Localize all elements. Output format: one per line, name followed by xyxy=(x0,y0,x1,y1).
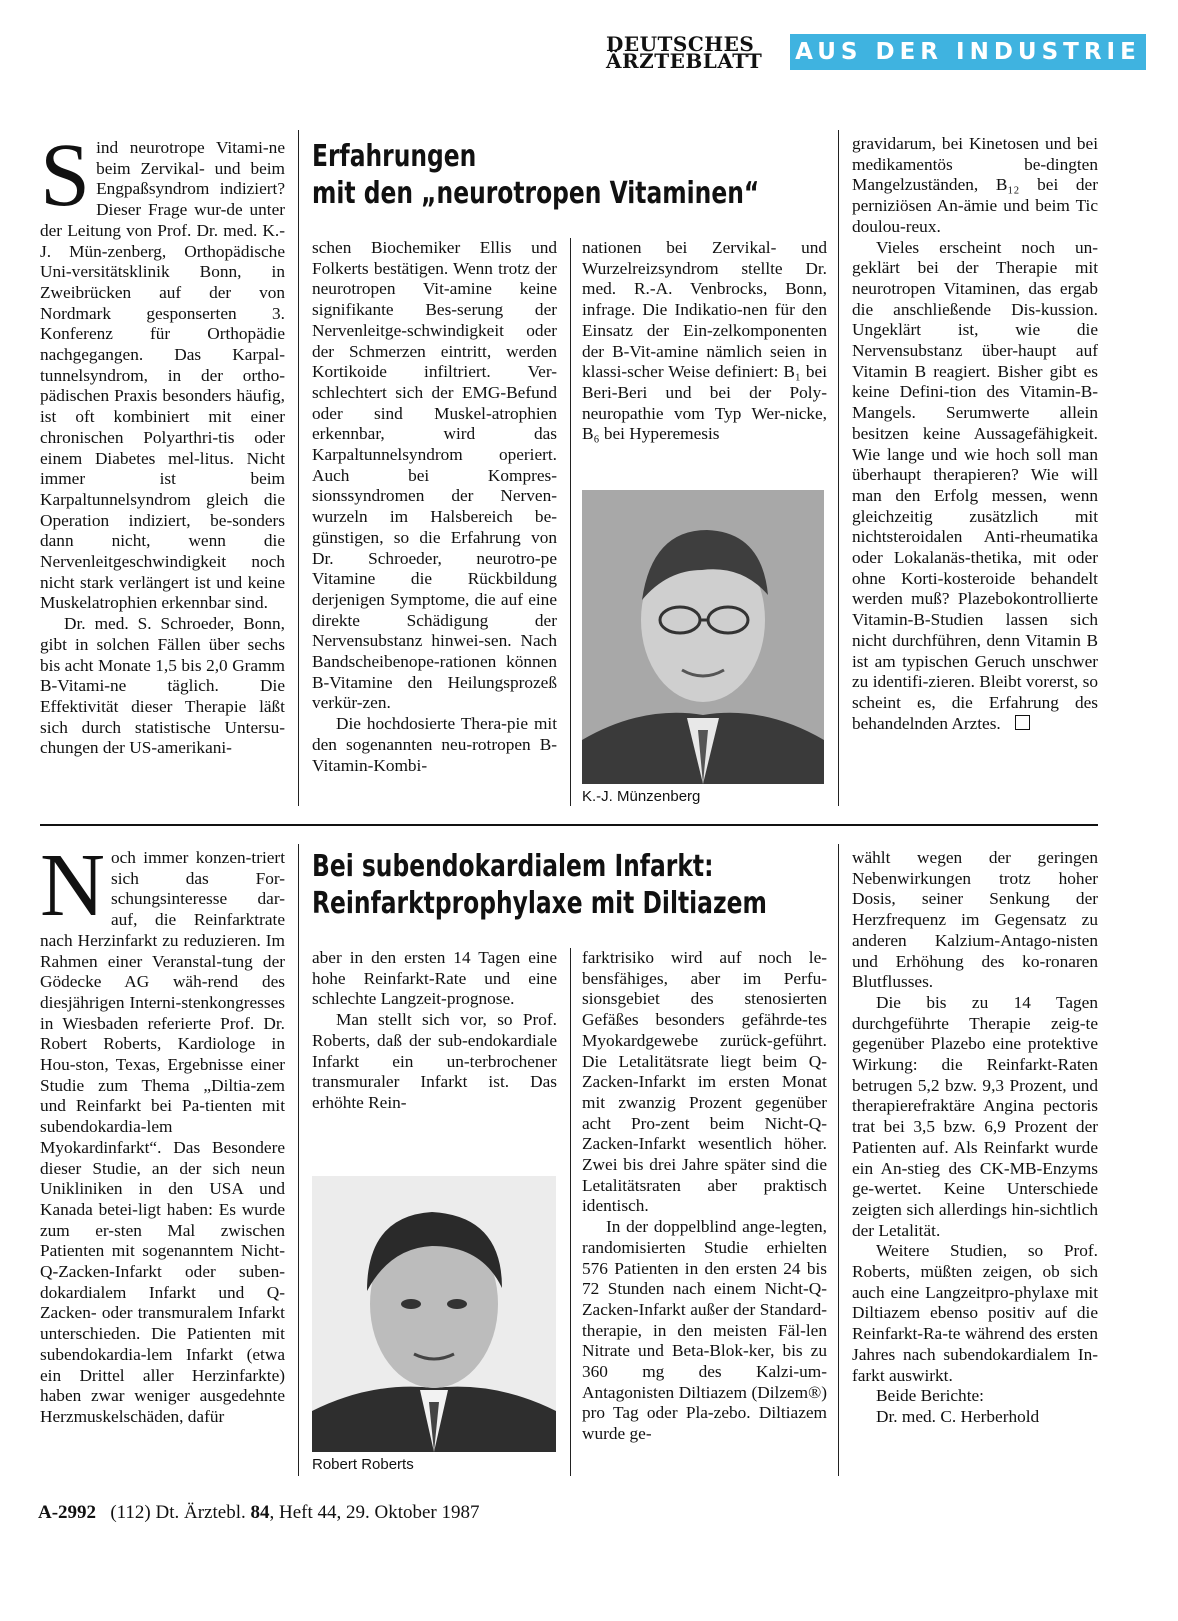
masthead-line-1: DEUTSCHES xyxy=(606,32,755,56)
photo-caption-roberts: Robert Roberts xyxy=(312,1456,414,1473)
issue-reference: (112) Dt. Ärztebl. xyxy=(110,1502,246,1523)
column-rule xyxy=(570,948,571,1476)
masthead-line-2: ÄRZTEBLATT xyxy=(606,49,763,73)
article-separator xyxy=(40,824,1098,826)
article2-col3-paragraph-1: farktrisiko wird auf noch le-bensfähiges, aber im Perfu-sionsgebiet des stenosierten Gefäßes besonders gefährde-tes Myokardgewebe zurück-geführt. Die Letalitätsrate liegt beim Q-Zacken-Infarkt im ersten Monat mit zwanzig Prozent gegenüber acht Pro-zent beim Nicht-Q-Zacken-Infarkt wesentlich höher. Zwei bis drei Jahre später sind die Letalitätsraten aber praktisch identisch. xyxy=(582,948,827,1216)
article2-dropcap: N xyxy=(40,836,105,935)
portrait-photo-roberts xyxy=(312,1176,556,1452)
article1-column-4 xyxy=(852,134,1098,734)
article2-column-2 xyxy=(312,948,557,1114)
section-rubric: AUS DER INDUSTRIE xyxy=(790,34,1146,70)
page-footer xyxy=(38,1502,480,1524)
column-rule xyxy=(298,130,299,806)
column-rule xyxy=(298,844,299,1476)
article1-col3-paragraph-1: nationen bei Zervikal- und Wurzelreizsyndrom stellte Dr. med. R.-A. Venbrocks, Bonn, infrage. Die Indikatio-nen für den Einsatz der Ein-zelkomponenten der B-Vit-amine nämlich seien in klassi-scher Weise definiert: B₁ bei Beri-Beri und bei der Poly-neuropathie vom Typ Wer-nicke, B₆ bei Hyperemesis xyxy=(582,238,827,444)
article1-col4-paragraph-2-wrap xyxy=(852,238,1098,735)
portrait-photo-munzenberg xyxy=(582,490,824,784)
article1-col1-paragraph-1: ind neurotrope Vitami-ne beim Zervikal- und beim Engpaßsyndrom indiziert? Dieser Frage wur-de unter der Leitung von Prof. Dr. med. K.-J. Mün-zenberg, Orthopädische Uni-versitätsklinik Bonn, in Zweibrücken auf der von Nordmark gesponserten 3. Konferenz für Orthopädie nachgegangen. Das Karpal-tunnelsyndrom, in der ortho-pädischen Praxis besonders häufig, ist oft kombiniert mit einer chronischen Polyarthri-tis oder einem Diabetes mel-litus. Nicht immer ist beim Karpaltunnelsyndrom gleich die Operation indiziert, be-sonders dann nicht, wenn die Nervenleitgeschwindigkeit noch nicht stark verlängert ist und keine Muskelatrophien erkennbar sind. xyxy=(40,138,285,613)
column-rule xyxy=(838,130,839,806)
issue-date: , Heft 44, 29. Oktober 1987 xyxy=(269,1502,480,1523)
column-rule xyxy=(570,238,571,806)
journal-masthead xyxy=(606,32,776,73)
article2-column-1 xyxy=(40,836,285,1428)
article2-col2-paragraph-2: Man stellt sich vor, so Prof. Roberts, daß der sub-endokardiale Infarkt ein un-terbrochener transmuraler Infarkt ist. Das erhöhte Rein- xyxy=(312,1010,557,1112)
article2-col3-paragraph-2: In der doppelblind ange-legten, randomisierten Studie erhielten 576 Patienten in den ersten 24 bis 72 Stunden nach einem Nicht-Q-Zacken-Infarkt außer der Standard-therapie, in den meisten Fäl-len Nitrate und Beta-Blok-ker, bis zu 360 mg des Kalzi-um-Antagonisten Diltiazem (Dilzem®) pro Tag oder Pla-zebo. Diltiazem wurde ge- xyxy=(582,1217,827,1444)
article1-dropcap: S xyxy=(40,126,91,225)
article1-headline xyxy=(312,138,759,212)
article2-column-4 xyxy=(852,848,1098,1428)
column-rule xyxy=(838,844,839,1476)
photo-caption-munzenberg: K.-J. Münzenberg xyxy=(582,788,701,805)
article1-column-3 xyxy=(582,238,827,445)
portrait-illustration xyxy=(582,490,824,784)
article1-headline-line-1: Erfahrungen xyxy=(312,139,477,174)
article2-col1-paragraph-1: och immer konzen-triert sich das For-schungsinteresse dar-auf, die Reinfarktrate nach Herzinfarkt zu reduzieren. Im Rahmen einer Veranstal-tung der Gödecke AG wäh-rend des diesjährigen Interni-stenkongresses in Wiesbaden referierte Prof. Dr. Robert Roberts, Kardiologe in Hou-ston, Texas, Ergebnisse einer Studie zum Thema „Diltia-zem und Reinfarkt bei Pa-tienten mit subendokardia-lem Myokardinfarkt“. Das Besondere dieser Studie, an der sich neun Unikliniken in den USA und Kanada betei-ligt haben: Es wurde zum er-sten Mal zwischen Patienten mit sogenanntem Nicht-Q-Zacken-Infarkt oder suben-dokardialem Infarkt und Q-Zacken- oder transmuralem Infarkt unterschieden. Die Patienten mit subendokardia-lem Infarkt (etwa ein Drittel aller Herzinfarkte) haben zwar weniger ausgedehnte Herzmuskelschäden, dafür xyxy=(40,848,285,1426)
article1-headline-line-2: mit den „neurotropen Vitaminen“ xyxy=(312,176,760,211)
article1-column-2 xyxy=(312,238,557,776)
article1-col2-paragraph-1: schen Biochemiker Ellis und Folkerts bestätigen. Wenn trotz der neurotropen Vit-amine keine signifikante Bes-serung der Nervenleitge-schwindigkeit oder der Schmerzen eintritt, werden Kortikoide infiltriert. Ver-schlechtert sich der EMG-Befund oder sind Muskel-atrophien erkennbar, wird das Karpaltunnelsyndrom operiert. Auch bei Kompres-sionssyndromen der Nerven-wurzeln im Halsbereich be-günstigen, so die Erfahrung von Dr. Schroeder, neurotro-pe Vitamine die Rückbildung derjenigen Symptome, die auf eine direkte Schädigung der Nervensubstanz hinwei-sen. Nach Bandscheibenope-rationen können B-Vitamine den Heilungsprozeß verkür-zen. xyxy=(312,238,557,713)
article2-col4-paragraph-2: Die bis zu 14 Tagen durchgeführte Therapie zeig-te gegenüber Plazebo eine protektive Wirkung: die Reinfarkt-Raten betrugen 5,2 bzw. 9,3 Prozent, und therapierefraktäre Angina pectoris trat bei 3,5 bzw. 6,9 Prozent der Patienten auf. Als Reinfarkt wurde ein An-stieg des CK-MB-Enzyms ge-wertet. Keine Unterschiede zeigten sich allerdings hin-sichtlich der Letalität. xyxy=(852,992,1098,1240)
page-number: A-2992 xyxy=(38,1502,97,1523)
article2-col4-paragraph-1: wählt wegen der geringen Nebenwirkungen trotz hoher Dosis, seiner Senkung der Herzfrequenz im Gegensatz zu anderen Kalzium-Antago-nisten und Erhöhung des ko-ronaren Blutflusses. xyxy=(852,848,1098,992)
article1-col4-paragraph-2: Vieles erscheint noch un-geklärt bei der Therapie mit neurotropen Vitaminen, das ergab die anschließende Dis-kussion. Ungeklärt ist, wie die Nervensubstanz über-haupt auf Vitamin B reagiert. Bisher gibt es keine Defini-tion des Vitamin-B-Mangels. Serumwerte allein besitzen keine Aussagefähigkeit. Wie lange und wie hoch soll man überhaupt therapieren? Wie will man den Erfolg messen, wenn gleichzeitig zusätzlich mit nichtsteroidalen Anti-rheumatika oder Lokalanäs-thetika, mit oder ohne Korti-kosteroide behandelt werden muß? Plazebokontrollierte Vitamin-B-Studien lassen sich nicht durchführen, denn Vitamin B ist am typischen Geruch unschwer zu identifi-zieren. Bleibt vorerst, so scheint es, die Erfahrung des behandelnden Arztes. xyxy=(852,237,1098,733)
article2-col4-paragraph-4: Beide Berichte: xyxy=(876,1386,984,1406)
article2-headline-line-2: Reinfarktprophylaxe mit Diltiazem xyxy=(312,886,767,921)
article2-col2-paragraph-1: aber in den ersten 14 Tagen eine hohe Reinfarkt-Rate und eine schlechte Langzeit-prognose. xyxy=(312,948,557,1009)
end-of-article-mark xyxy=(1015,715,1030,730)
article1-col4-paragraph-1: gravidarum, bei Kinetosen und bei medikamentös be-dingten Mangelzuständen, B₁₂ bei der perniziösen An-ämie und beim Tic doulou-reux. xyxy=(852,134,1098,236)
article1-column-1 xyxy=(40,126,285,759)
article2-headline-line-1: Bei subendokardialem Infarkt: xyxy=(312,849,714,884)
article2-headline xyxy=(312,848,767,922)
article1-col2-paragraph-2: Die hochdosierte Thera-pie mit den sogenannten neu-rotropen B-Vitamin-Kombi- xyxy=(312,714,557,775)
article2-col4-paragraph-3: Weitere Studien, so Prof. Roberts, müßten zeigen, ob sich auch eine Langzeitpro-phylaxe mit Diltiazem ebenso positiv auf die Reinfarkt-Ra-te während des ersten Jahres nach subendokardialem In-farkt auswirkt. xyxy=(852,1241,1098,1385)
volume-number: 84 xyxy=(250,1502,270,1523)
article2-col4-author: Dr. med. C. Herberhold xyxy=(876,1406,1040,1426)
portrait-illustration xyxy=(312,1176,556,1452)
article2-column-3 xyxy=(582,948,827,1445)
article1-col1-paragraph-2: Dr. med. S. Schroeder, Bonn, gibt in solchen Fällen über sechs bis acht Monate 1,5 bis 2,0 Gramm B-Vitami-ne täglich. Die Effektivität dieser Therapie läßt sich durch statistische Untersu-chungen der US-amerikani- xyxy=(40,614,285,758)
